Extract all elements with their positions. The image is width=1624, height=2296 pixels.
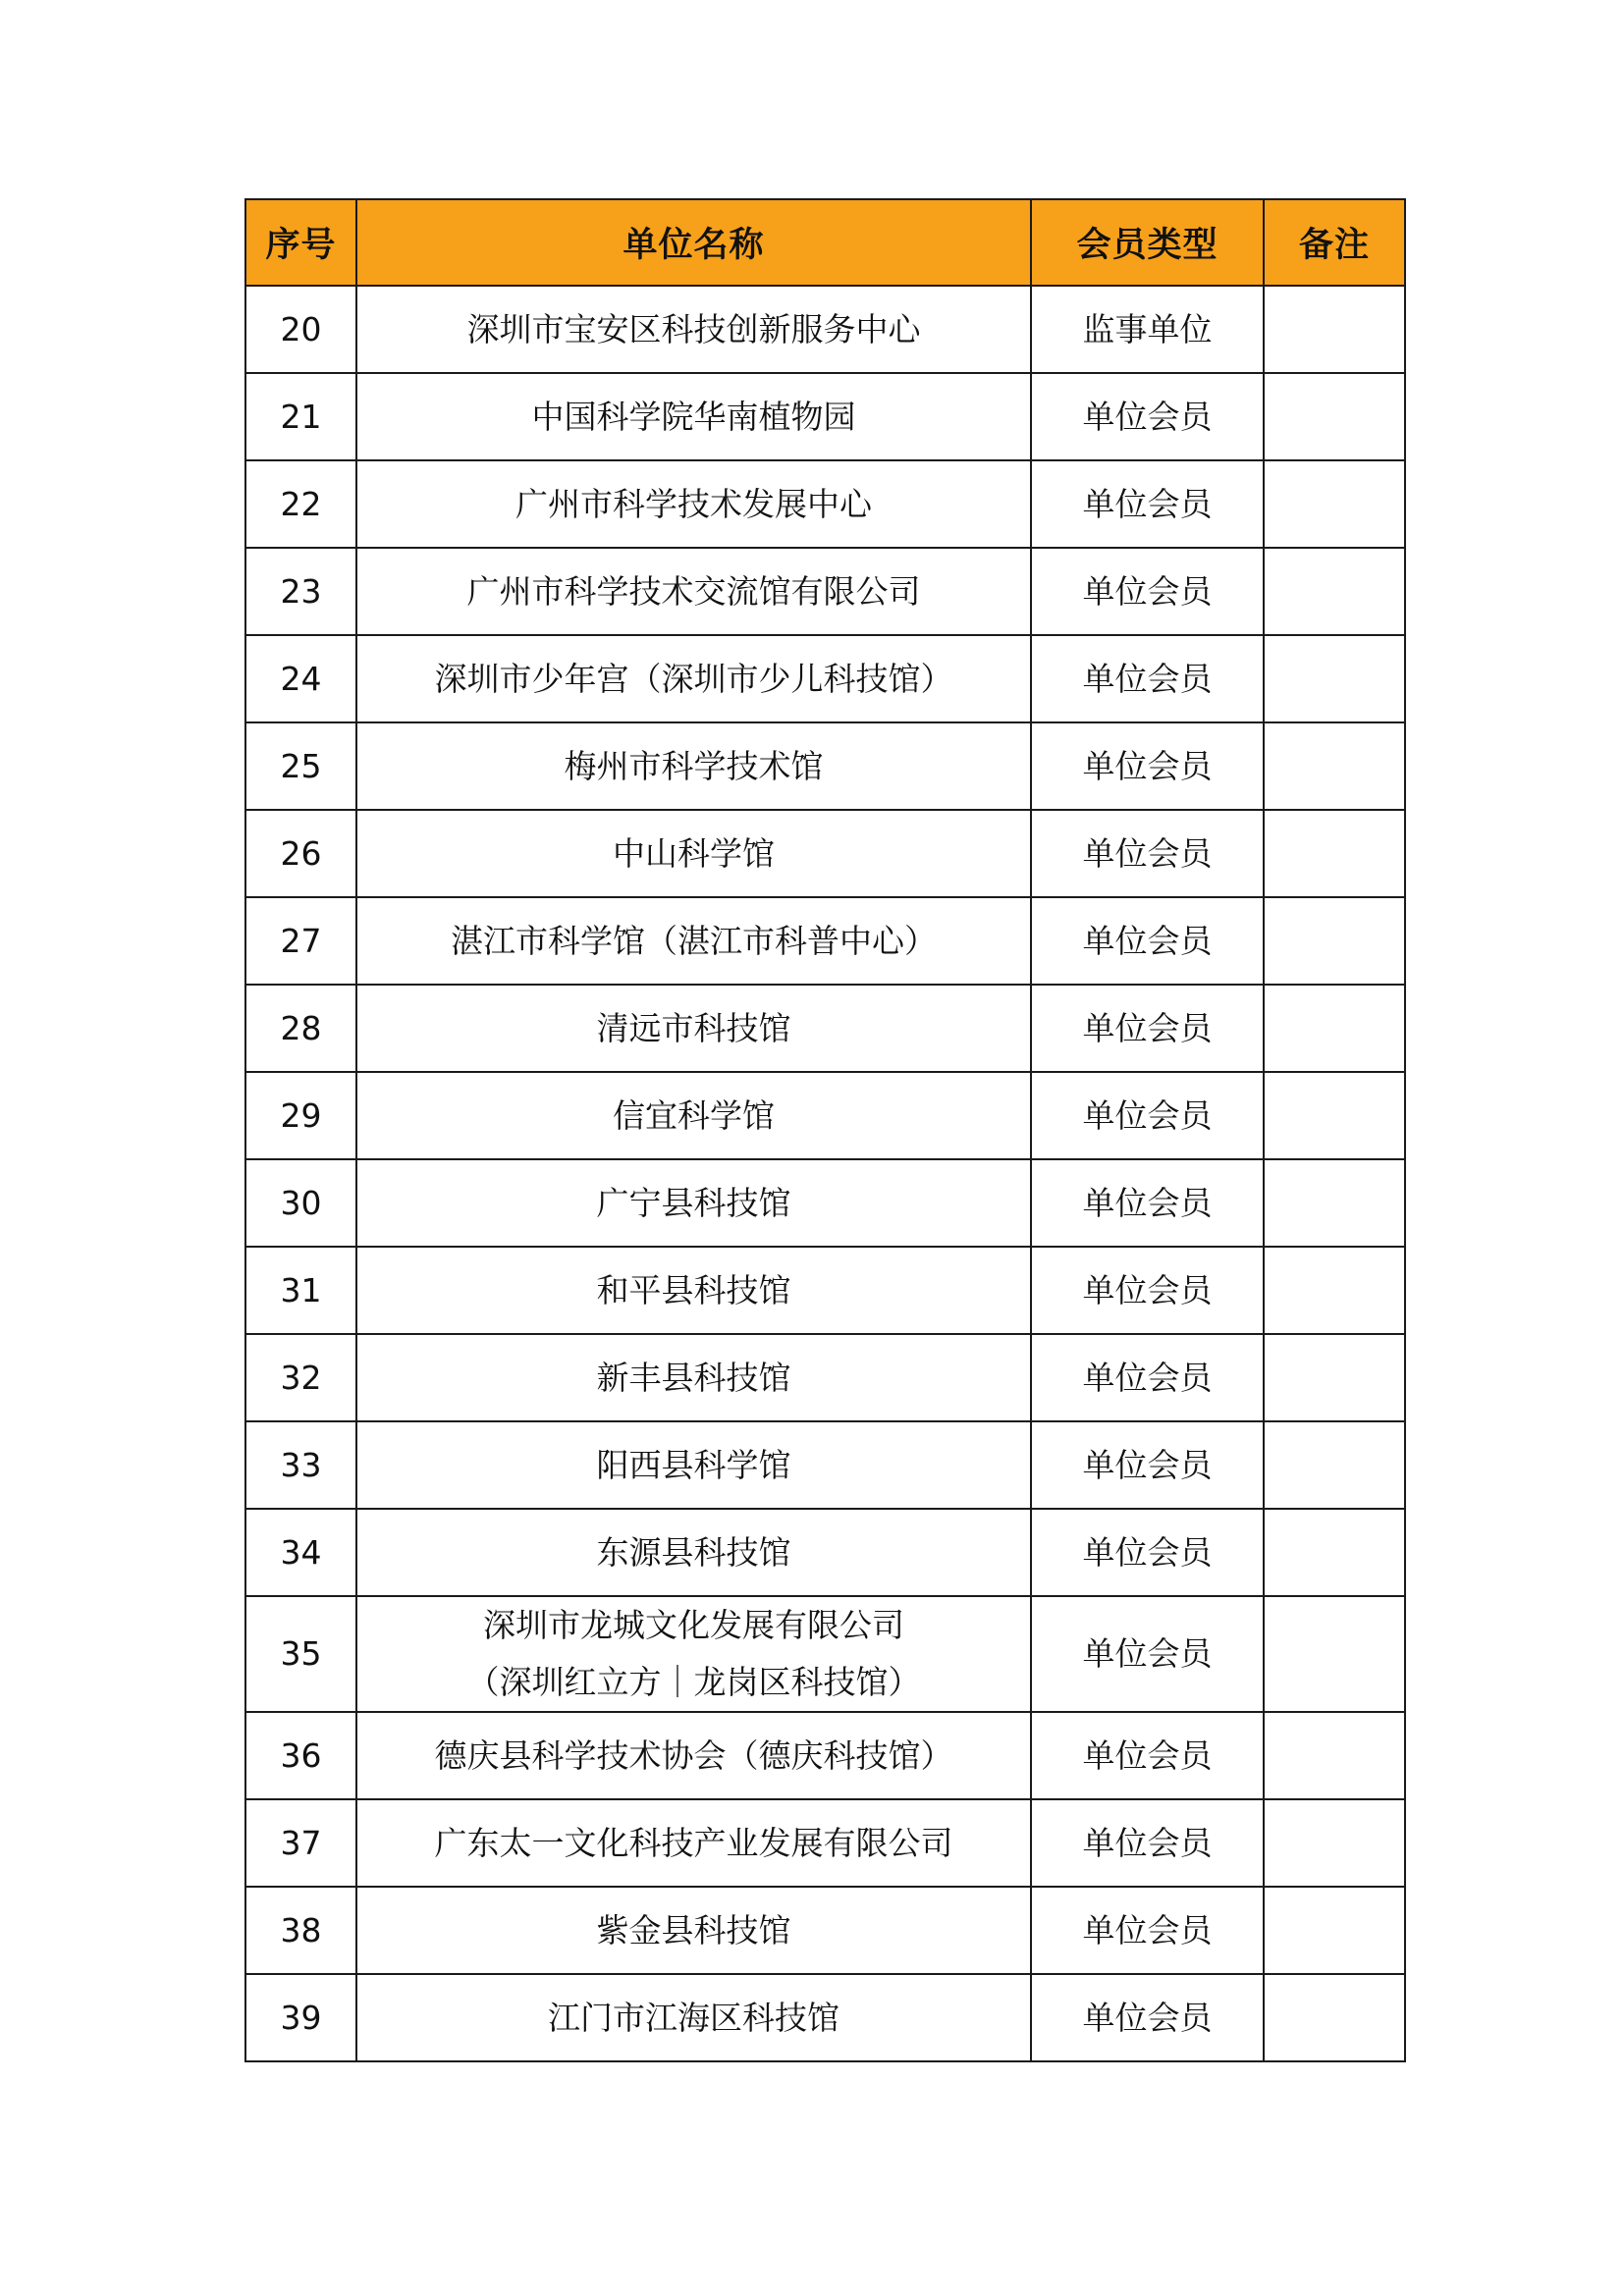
- table-row: [245, 373, 1405, 460]
- row-number: 38: [245, 1887, 356, 1974]
- unit-name: [356, 810, 1031, 897]
- row-number: 21: [245, 373, 356, 460]
- note: [1264, 810, 1405, 897]
- member-type: 单位会员: [1031, 810, 1264, 897]
- member-type: 单位会员: [1031, 1596, 1264, 1712]
- table-row: [245, 286, 1405, 373]
- unit-name-line: 梅州市科学技术馆: [564, 746, 824, 785]
- row-number: 29: [245, 1072, 356, 1159]
- note: [1264, 1974, 1405, 2061]
- member-type: 单位会员: [1031, 1159, 1264, 1247]
- table-body: [245, 286, 1405, 2061]
- unit-name: [356, 1072, 1031, 1159]
- member-type: 单位会员: [1031, 1974, 1264, 2061]
- member-type: 监事单位: [1031, 286, 1264, 373]
- table-row: [245, 1072, 1405, 1159]
- unit-name-line: 阳西县科学馆: [596, 1445, 791, 1484]
- note: [1264, 1072, 1405, 1159]
- unit-name: [356, 1799, 1031, 1887]
- table-row: [245, 1421, 1405, 1509]
- table-row: [245, 548, 1405, 635]
- row-number: 30: [245, 1159, 356, 1247]
- table-row: [245, 1974, 1405, 2061]
- row-number: 20: [245, 286, 356, 373]
- unit-name-line: 紫金县科技馆: [596, 1910, 791, 1949]
- row-number: 35: [245, 1596, 356, 1712]
- table-row: [245, 1334, 1405, 1421]
- table-row: [245, 985, 1405, 1072]
- note: [1264, 373, 1405, 460]
- unit-name: [356, 1887, 1031, 1974]
- unit-name: [356, 635, 1031, 722]
- member-type: 单位会员: [1031, 373, 1264, 460]
- table-row: [245, 635, 1405, 722]
- member-type: 单位会员: [1031, 1509, 1264, 1596]
- note: [1264, 1596, 1405, 1712]
- row-number: 23: [245, 548, 356, 635]
- member-type: 单位会员: [1031, 722, 1264, 810]
- header-note: 备注: [1264, 199, 1405, 286]
- unit-name: [356, 1334, 1031, 1421]
- unit-name: [356, 1421, 1031, 1509]
- header-no: 序号: [245, 199, 356, 286]
- unit-name: [356, 897, 1031, 985]
- table-row: [245, 810, 1405, 897]
- unit-name-line: 和平县科技馆: [596, 1270, 791, 1309]
- unit-name: [356, 1712, 1031, 1799]
- unit-name: [356, 373, 1031, 460]
- row-number: 39: [245, 1974, 356, 2061]
- table-row: [245, 722, 1405, 810]
- row-number: 33: [245, 1421, 356, 1509]
- unit-name-line: 信宜科学馆: [613, 1095, 775, 1135]
- unit-name: [356, 286, 1031, 373]
- member-type: 单位会员: [1031, 1072, 1264, 1159]
- note: [1264, 635, 1405, 722]
- note: [1264, 1334, 1405, 1421]
- table-row: [245, 460, 1405, 548]
- header-row: [245, 199, 1405, 286]
- header-name: 单位名称: [356, 199, 1031, 286]
- table-row: [245, 1799, 1405, 1887]
- row-number: 37: [245, 1799, 356, 1887]
- member-type: 单位会员: [1031, 1887, 1264, 1974]
- note: [1264, 1247, 1405, 1334]
- member-type: 单位会员: [1031, 1799, 1264, 1887]
- row-number: 24: [245, 635, 356, 722]
- unit-name: [356, 548, 1031, 635]
- unit-name: [356, 1159, 1031, 1247]
- note: [1264, 460, 1405, 548]
- member-type: 单位会员: [1031, 460, 1264, 548]
- member-type: 单位会员: [1031, 1712, 1264, 1799]
- table-header: [245, 199, 1405, 286]
- unit-name-line: 深圳市少年宫（深圳市少儿科技馆）: [434, 659, 953, 698]
- member-type: 单位会员: [1031, 1247, 1264, 1334]
- row-number: 25: [245, 722, 356, 810]
- note: [1264, 985, 1405, 1072]
- unit-name-line: 德庆县科学技术协会（德庆科技馆）: [434, 1735, 953, 1775]
- note: [1264, 1887, 1405, 1974]
- unit-name: [356, 1247, 1031, 1334]
- table-row: [245, 1712, 1405, 1799]
- table-row: [245, 1887, 1405, 1974]
- note: [1264, 722, 1405, 810]
- member-type: 单位会员: [1031, 635, 1264, 722]
- table-row: [245, 897, 1405, 985]
- note: [1264, 1712, 1405, 1799]
- unit-name-line: 清远市科技馆: [596, 1008, 791, 1047]
- unit-name-line: 广州市科学技术交流馆有限公司: [466, 571, 921, 611]
- row-number: 26: [245, 810, 356, 897]
- unit-name-line: 广东太一文化科技产业发展有限公司: [434, 1823, 953, 1862]
- unit-name-line: （深圳红立方｜龙岗区科技馆）: [466, 1663, 921, 1701]
- note: [1264, 1159, 1405, 1247]
- note: [1264, 1509, 1405, 1596]
- unit-name-line: 中国科学院华南植物园: [531, 397, 856, 436]
- unit-name-line: 广州市科学技术发展中心: [515, 484, 872, 523]
- unit-name-line: 广宁县科技馆: [596, 1183, 791, 1222]
- unit-name-line: 东源县科技馆: [596, 1532, 791, 1572]
- row-number: 36: [245, 1712, 356, 1799]
- note: [1264, 897, 1405, 985]
- unit-name-line: 新丰县科技馆: [596, 1358, 791, 1397]
- note: [1264, 548, 1405, 635]
- unit-name: [356, 985, 1031, 1072]
- table-row: [245, 1509, 1405, 1596]
- unit-name-line: 江门市江海区科技馆: [548, 1998, 839, 2037]
- unit-name-line: 深圳市龙城文化发展有限公司: [483, 1606, 904, 1644]
- note: [1264, 1421, 1405, 1509]
- row-number: 34: [245, 1509, 356, 1596]
- row-number: 32: [245, 1334, 356, 1421]
- unit-name: [356, 1974, 1031, 2061]
- unit-name-line: 湛江市科学馆（湛江市科普中心）: [451, 921, 937, 960]
- table-row: [245, 1159, 1405, 1247]
- unit-name-line: 中山科学馆: [613, 833, 775, 873]
- row-number: 31: [245, 1247, 356, 1334]
- member-type: 单位会员: [1031, 1334, 1264, 1421]
- row-number: 22: [245, 460, 356, 548]
- member-type: 单位会员: [1031, 548, 1264, 635]
- member-type: 单位会员: [1031, 897, 1264, 985]
- table-row: [245, 1247, 1405, 1334]
- unit-name: [356, 1509, 1031, 1596]
- unit-name-line: 深圳市宝安区科技创新服务中心: [466, 309, 921, 348]
- note: [1264, 1799, 1405, 1887]
- unit-name: [356, 1596, 1031, 1712]
- member-type: 单位会员: [1031, 985, 1264, 1072]
- row-number: 28: [245, 985, 356, 1072]
- table-row: [245, 1596, 1405, 1712]
- note: [1264, 286, 1405, 373]
- member-table: [244, 198, 1406, 2062]
- unit-name: [356, 460, 1031, 548]
- unit-name: [356, 722, 1031, 810]
- member-type: 单位会员: [1031, 1421, 1264, 1509]
- header-type: 会员类型: [1031, 199, 1264, 286]
- row-number: 27: [245, 897, 356, 985]
